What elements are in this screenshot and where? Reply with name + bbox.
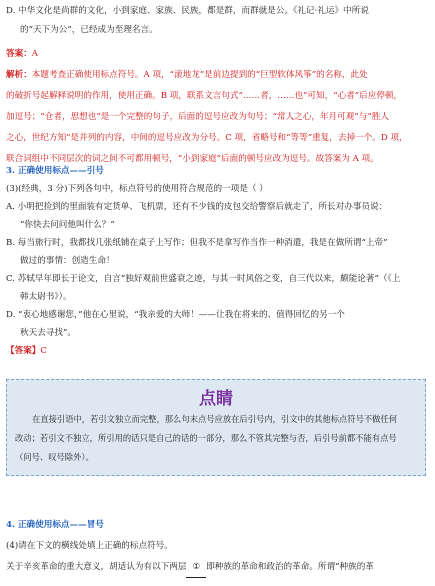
tip-box-text	[15, 410, 417, 467]
answer-1-label: 答案：	[6, 49, 32, 59]
answer-3-label: 【答案】	[6, 346, 41, 356]
tip-box	[6, 379, 426, 476]
explanation-1-line-5: 联合词组中不同层次的词之间不可都用顿号，“小到家庭”后面的顿号应改为逗号。故答案为 A 项。	[6, 154, 379, 164]
answer-1-value: A	[31, 49, 39, 59]
tip-box-line-1: 在直接引语中，若引文独立而完整，那么句末点号应放在后引号内，引文中的其他标点符号不做任何	[32, 414, 398, 424]
option-d-line-2: 的“天下为公”，已经成为至理名言。	[20, 25, 158, 35]
explanation-1-line-1: 解析：本题考查正确使用标点符号。A 项，“滚地龙”是前边提到的“巨型软体风筝”的名称，此处	[6, 70, 368, 80]
answer-3	[6, 342, 424, 361]
section-4-heading: 4. 正确使用标点——冒号	[6, 520, 104, 530]
tip-box-title: 点睛	[199, 389, 233, 409]
explanation-1-line-2: 的破折号起解释说明的作用，使用正确。B 项，联系文言句式“……者，……也”可知，“心者”后应停顿，	[6, 91, 403, 101]
tip-box-line-2: 改动；若引文不独立，所引用的话只是自己的话的一部分，那么不管其完整与否，后引号前都不能有点号	[15, 433, 397, 443]
section-3-heading: 3. 正确使用标点——引号	[6, 166, 104, 176]
question-3-option-b-line-1: B. 每当旅行时，我都找几张纸铺在桌子上写作；但我不是拿写作当作一种消遣，我是在做所谓“上帝”	[6, 238, 388, 248]
blank-number-1: ①	[192, 562, 201, 572]
tip-box-line-3: （问号、叹号除外）。	[15, 452, 94, 462]
question-3-option-c-line-1: C. 苏轼早年即长于论文，自言“独好观前世盛衰之迹，与其一时风俗之变，自三代以来，颇能论著”（《上	[6, 274, 401, 284]
question-3-option-d-line-1: D. “衷心地感谢您，”他在心里说，“我亲爱的大师！——让我在将来的、值得回忆的另一个	[6, 310, 345, 320]
explanation-1-line-3: 加逗号；“仓者，思想也”是一个完整的句子，后面的逗号应改为句号；“常人之心，年月可观”与“胜人	[6, 112, 389, 122]
option-d-line-1: D. 中华文化是尚群的文化，小到家庭、家族、民族，都是群，而群就是公。《礼记·礼运》中所说	[6, 6, 369, 16]
blank-1[interactable]	[186, 558, 206, 578]
question-3-option-b-line-2: 做过的事情：创造生命！	[20, 256, 115, 266]
explanation-1-line-4: 之心，世纪方知”是并列的内容，中间的逗号应改为分号。C 项，省略号和“等等”重复，去掉一个。D 项，	[6, 133, 408, 143]
question-3-option-c-line-2: 韩太尉书》）。	[20, 292, 72, 302]
question-3-option-a-line-2: “你快去问问他叫什么？”	[20, 220, 115, 230]
question-3-stem: (3)(经典，3 分)下列各句中，标点符号的使用符合规范的一项是（ ）	[6, 184, 268, 194]
question-3-option-a-line-1: A. 小明把捡到的里面装有定货单、飞机票，还有不少钱的皮包交给警察后就走了，所长对办事员说：	[6, 202, 388, 212]
question-4-text: 关于辛亥革命的重大意义，胡适认为有以下两层 ① 即种族的革命和政治的革命。所谓“种族的革	[6, 558, 424, 578]
question-3-option-d-line-2: 秋天去寻找”。	[20, 328, 76, 338]
explanation-1-label: 解析：	[6, 70, 32, 80]
answer-1	[6, 45, 424, 64]
question-4-stem: (4)请在下文的横线处填上正确的标点符号。	[6, 541, 173, 551]
answer-3-value: C	[40, 346, 47, 356]
